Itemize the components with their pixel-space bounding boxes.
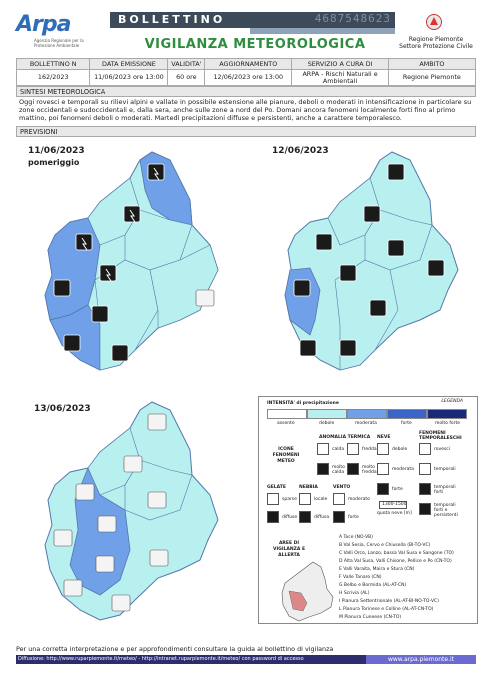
- label-moderato: moderato: [348, 497, 370, 502]
- col-fenomeni: FENOMENI TEMPORALESCHI: [419, 431, 462, 441]
- aree-label: AREE DI VIGILANZA E ALLERTA: [272, 541, 306, 558]
- td-data-emissione: 11/06/2023 ore 13:00: [90, 70, 168, 86]
- quota-value: 1300-1500: [382, 502, 407, 507]
- region-line2: Settore Protezione Civile: [399, 43, 473, 50]
- level-molto-forte: molto forte: [435, 421, 461, 426]
- th-bollettino: BOLLETTINO N: [17, 59, 90, 70]
- logo-word: Arpa: [16, 12, 71, 37]
- day3-label: 13/06/2023: [34, 404, 91, 414]
- legend: [258, 396, 478, 624]
- area-item: D Alta Val Susa, Valli Chisone, Pellice e Po (CN-TO): [339, 559, 452, 564]
- arpa-logo: [16, 12, 92, 48]
- label-neve-forte: forte: [392, 487, 403, 492]
- td-ambito: Regione Piemonte: [388, 70, 475, 86]
- thermometer-cold-icon: [347, 443, 359, 455]
- label-vento-forte: forte: [348, 515, 359, 520]
- thermometer-hot-icon: [317, 443, 329, 455]
- label-sparse: sparse: [282, 497, 297, 502]
- legend-title: LEGENDA: [441, 399, 463, 404]
- label-temporali-forti: temporali forti: [434, 485, 456, 495]
- banner-stripe: [250, 28, 395, 34]
- label-neve-debole: debole: [392, 447, 408, 452]
- label-calda: calda: [332, 447, 345, 452]
- fog-local-icon: [299, 493, 311, 505]
- col-anomalia: ANOMALIA TERMICA: [319, 435, 371, 440]
- swatch-molto-forte: [427, 409, 467, 419]
- area-item: G Belbo e Bormida (AL-AT-CN): [339, 583, 407, 588]
- label-diffuse: diffuse: [282, 515, 298, 520]
- label-temporali-persistenti: temporali forti e persistenti: [434, 503, 458, 518]
- footer-note: Per una corretta interpretazione e per approfondimenti consultare la guida al bollettino di vigilanza: [16, 645, 334, 653]
- intensity-title: INTENSITA' di precipitazione: [267, 401, 339, 406]
- thermometer-very-cold-icon: [347, 463, 359, 475]
- td-servizio: ARPA - Rischi Naturali e Ambientali: [292, 70, 388, 86]
- quota-label: quota neve [m]: [377, 511, 412, 516]
- header: [0, 0, 489, 56]
- label-rovesci: rovesci: [434, 447, 451, 452]
- fog-diffuse-icon: [299, 511, 311, 523]
- snowflake-moderate-icon: [377, 463, 389, 475]
- bulletin-banner: [110, 12, 395, 28]
- sintesi-title: SINTESI METEOROLOGICA: [16, 86, 476, 97]
- day1-sublabel: pomeriggio: [28, 158, 80, 167]
- frost-sparse-icon: [267, 493, 279, 505]
- area-item: E Valli Varaita, Maira e Stura (CN): [339, 567, 415, 572]
- label-diffusa: diffusa: [314, 515, 330, 520]
- th-validita: VALIDITA': [168, 59, 205, 70]
- region-logo-icon: [426, 14, 442, 30]
- area-item: F Valle Tanaro (CN): [339, 575, 382, 580]
- banner-digits: 4687548623: [314, 12, 391, 25]
- swatch-debole: [307, 409, 347, 419]
- wind-moderate-icon: [333, 493, 345, 505]
- thermometer-very-hot-icon: [317, 463, 329, 475]
- icone-label: ICONE FENOMENI METEO: [272, 447, 300, 464]
- region-label: [396, 36, 476, 50]
- level-debole: debole: [319, 421, 335, 426]
- snowflake-light-icon: [377, 443, 389, 455]
- sintesi-text: Oggi rovesci e temporali su rilievi alpini e vallate in possibile estensione alle pianure, deboli o moderati in intensificazione in particolare su zone occidentali e sudoccidentali e, dalla sera, anche sulle zone a nord del Po. Domani ancora fenomeni localmente forti fino al primo mattino, poi fenomeni deboli o moderati. Martedì precipitazioni diffuse e persistenti, anche a carattere temporalesco.: [19, 98, 472, 122]
- area-item: M Pianura Cuneese (CN-TO): [339, 615, 402, 620]
- page-title: VIGILANZA METEOROLOGICA: [144, 37, 366, 52]
- label-locale: locale: [314, 497, 328, 502]
- area-item: H Scrivia (AL): [339, 591, 370, 596]
- day2-label: 12/06/2023: [272, 146, 329, 156]
- areas-list: [339, 534, 477, 622]
- banner-title: BOLLETTINO: [118, 13, 226, 26]
- level-moderata: moderata: [355, 421, 377, 426]
- label-molto-calda: molto calda: [332, 465, 345, 475]
- th-data-emissione: DATA EMISSIONE: [90, 59, 168, 70]
- frost-diffuse-icon: [267, 511, 279, 523]
- td-bollettino: 162/2023: [17, 70, 90, 86]
- col-vento: VENTO: [333, 485, 351, 490]
- level-forte: forte: [401, 421, 412, 426]
- col-nebbia: NEBBIA: [299, 485, 318, 490]
- swatch-forte: [387, 409, 427, 419]
- map-day2: [280, 150, 480, 390]
- area-item: B Val Sesia, Cervo e Chiusella (BI-TO-VC): [339, 543, 431, 548]
- thunderstorm-icon: [419, 463, 431, 475]
- label-neve-moderata: moderata: [392, 467, 414, 472]
- swatch-moderata: [347, 409, 387, 419]
- site-link[interactable]: www.arpa.piemonte.it: [366, 655, 476, 664]
- label-temporali: temporali: [434, 467, 456, 472]
- td-validita: 60 ore: [168, 70, 205, 86]
- col-neve: NEVE: [377, 435, 391, 440]
- th-servizio: SERVIZIO A CURA DI: [292, 59, 388, 70]
- area-item: C Valli Orco, Lanzo, bassa Val Susa e Sangone (TO): [339, 551, 454, 556]
- day1-label: 11/06/2023: [28, 146, 85, 156]
- th-ambito: AMBITO: [388, 59, 475, 70]
- diffusione-text[interactable]: Diffusione: http://www.ruparpiemonte.it/meteo/ - http://intranet.ruparpiemonte.it/meteo/ con password di accesso: [18, 656, 304, 662]
- wind-strong-icon: [333, 511, 345, 523]
- label-fredda: fredda: [362, 447, 377, 452]
- th-aggiornamento: AGGIORNAMENTO: [205, 59, 292, 70]
- level-assente: assente: [277, 421, 295, 426]
- bulletin-info-table: [16, 58, 476, 86]
- footer-bar: [16, 655, 476, 664]
- thunderstorm-strong-icon: [419, 483, 431, 495]
- map-day1: [40, 150, 240, 390]
- map-day3: [40, 400, 240, 640]
- label-molto-fredda: molto fredda: [362, 465, 377, 475]
- td-aggiornamento: 12/06/2023 ore 13:00: [205, 70, 292, 86]
- area-item: A Toce (NO-VB): [339, 535, 373, 540]
- region-line1: Regione Piemonte: [408, 36, 464, 43]
- col-gelate: GELATE: [267, 485, 286, 490]
- swatch-assente: [267, 409, 307, 419]
- logo-subtitle: Agenzia Regionale per la Protezione Ambientale: [34, 38, 84, 48]
- alert-areas-minimap: [279, 561, 339, 623]
- thunderstorm-persistent-icon: [419, 503, 431, 515]
- snowflake-heavy-icon: [377, 483, 389, 495]
- showers-icon: [419, 443, 431, 455]
- area-item: I Pianura Settentrionale (AL-AT-BI-NO-TO-VC): [339, 599, 439, 604]
- area-item: L Pianura Torinese e Colline (AL-AT-CN-TO): [339, 607, 434, 612]
- previsioni-title: PREVISIONI: [16, 126, 476, 137]
